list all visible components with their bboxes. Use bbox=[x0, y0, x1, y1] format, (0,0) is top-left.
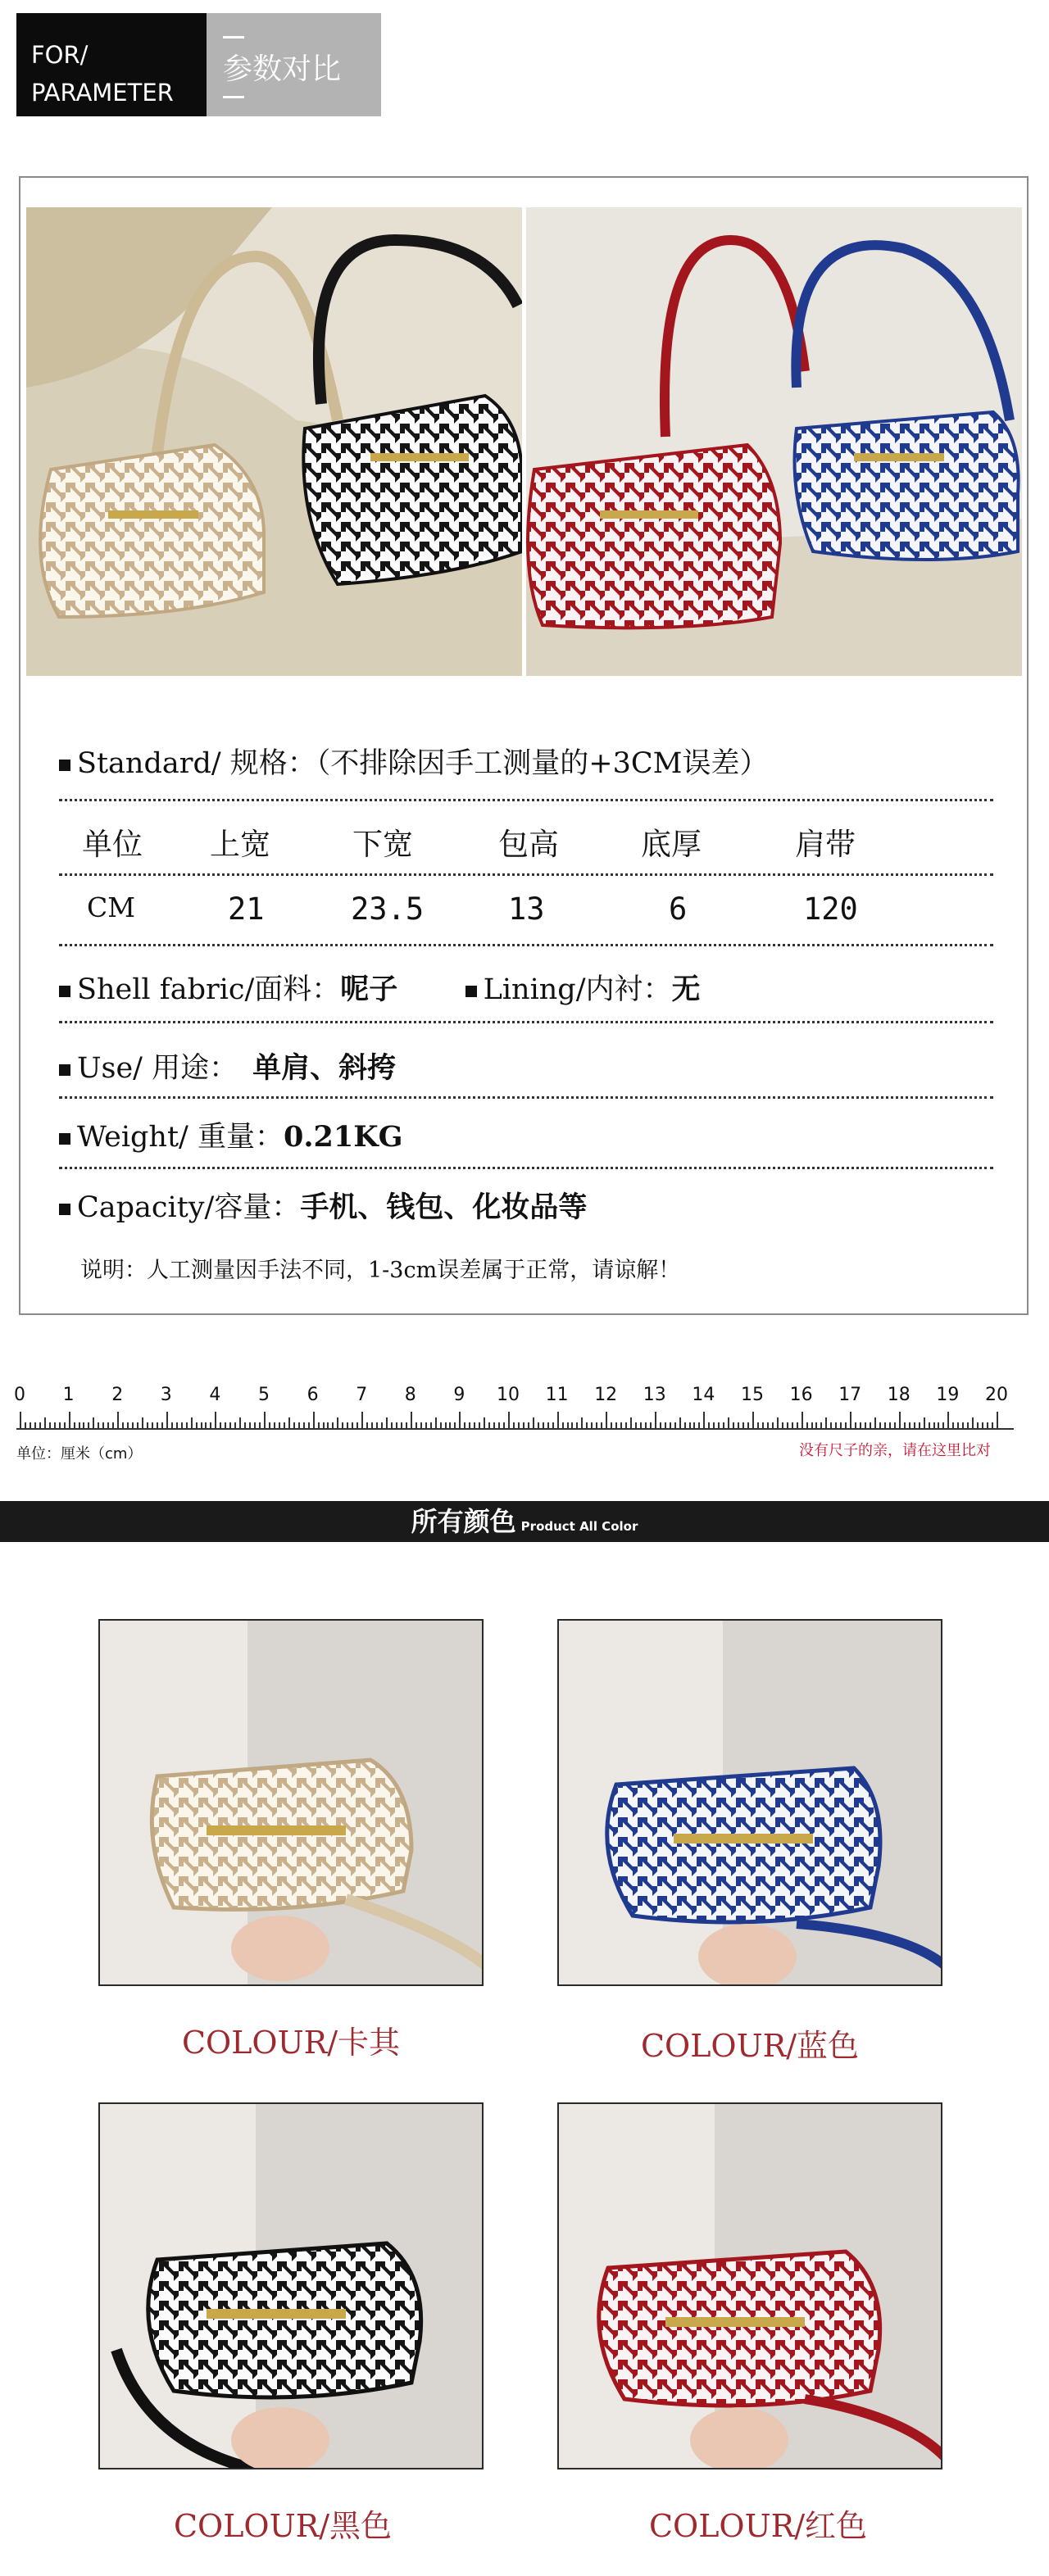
size-table-header bbox=[0, 819, 1049, 860]
ruler-tick bbox=[298, 1422, 300, 1430]
ruler-tick bbox=[488, 1422, 490, 1430]
ruler-tick bbox=[889, 1422, 891, 1430]
ruler-tick bbox=[738, 1422, 739, 1430]
ruler-tick bbox=[274, 1422, 275, 1430]
ruler-tick bbox=[792, 1422, 793, 1430]
ruler-tick bbox=[635, 1422, 637, 1430]
ruler-tick bbox=[406, 1422, 407, 1430]
table-header-bottom-width: 下宽 bbox=[352, 827, 413, 862]
ruler-tick bbox=[938, 1422, 939, 1430]
ruler-tick bbox=[440, 1422, 442, 1430]
ruler-tick bbox=[318, 1422, 320, 1430]
ruler-tick bbox=[728, 1417, 729, 1430]
ruler-tick bbox=[723, 1422, 724, 1430]
ruler-tick bbox=[435, 1417, 437, 1430]
ruler-tick bbox=[225, 1422, 226, 1430]
ruler-tick bbox=[157, 1422, 158, 1430]
ruler-tick bbox=[538, 1422, 539, 1430]
ruler-tick bbox=[606, 1412, 607, 1430]
ruler-tick bbox=[244, 1422, 246, 1430]
ruler-tick bbox=[411, 1412, 412, 1430]
ruler-tick bbox=[88, 1422, 89, 1430]
ruler-tick bbox=[161, 1422, 163, 1430]
color-tile-black bbox=[98, 2102, 484, 2469]
ruler-tick bbox=[830, 1422, 832, 1430]
ruler-tick bbox=[386, 1417, 388, 1430]
color-tile-khaki bbox=[98, 1619, 484, 1986]
ruler-number: 11 bbox=[545, 1385, 569, 1405]
color-caption-blue: COLOUR/蓝色 bbox=[640, 2028, 860, 2064]
section-label-compare: 参数对比 bbox=[207, 13, 381, 116]
ruler-number: 16 bbox=[789, 1385, 813, 1405]
ruler-tick bbox=[254, 1422, 256, 1430]
ruler-number: 15 bbox=[741, 1385, 764, 1405]
ruler-tick bbox=[342, 1422, 343, 1430]
ruler-tick bbox=[987, 1422, 988, 1430]
ruler-tick bbox=[855, 1422, 856, 1430]
ruler-tick bbox=[684, 1422, 686, 1430]
ruler-number: 6 bbox=[307, 1385, 319, 1405]
ruler-number: 1 bbox=[62, 1385, 75, 1405]
bullet-icon bbox=[59, 1133, 70, 1145]
ruler-tick bbox=[127, 1422, 129, 1430]
ruler-number: 12 bbox=[594, 1385, 618, 1405]
ruler-tick bbox=[870, 1422, 871, 1430]
product-photo-red-blue bbox=[526, 207, 1022, 676]
ruler-unit-label: 单位：厘米（cm） bbox=[16, 1445, 143, 1463]
ruler-tick bbox=[366, 1422, 368, 1430]
ruler-tick bbox=[313, 1412, 315, 1430]
ruler-tick bbox=[777, 1417, 779, 1430]
ruler-tick bbox=[640, 1422, 642, 1430]
ruler-number: 0 bbox=[14, 1385, 25, 1405]
ruler-tick bbox=[347, 1422, 348, 1430]
divider bbox=[59, 944, 993, 946]
ruler-tick bbox=[34, 1422, 36, 1430]
ruler-tick bbox=[840, 1422, 842, 1430]
ruler-tick bbox=[64, 1422, 66, 1430]
ruler-tick bbox=[74, 1422, 75, 1430]
ruler-tick bbox=[670, 1422, 671, 1430]
ruler-tick bbox=[982, 1422, 983, 1430]
ruler-tick bbox=[132, 1422, 134, 1430]
ruler-tick bbox=[191, 1417, 193, 1430]
ruler-tick bbox=[122, 1422, 124, 1430]
divider bbox=[59, 799, 993, 801]
ruler-tick bbox=[552, 1422, 554, 1430]
ruler-tick bbox=[655, 1412, 656, 1430]
ruler-tick bbox=[59, 1422, 61, 1430]
table-value-top-width: 21 bbox=[228, 891, 265, 927]
ruler-tick bbox=[107, 1422, 109, 1430]
ruler-tick bbox=[293, 1422, 295, 1430]
bullet-icon bbox=[59, 1064, 70, 1076]
ruler-tick bbox=[44, 1417, 46, 1430]
ruler-tick bbox=[337, 1417, 338, 1430]
divider bbox=[59, 1021, 993, 1023]
divider bbox=[59, 1167, 993, 1169]
ruler-tick bbox=[196, 1422, 198, 1430]
ruler-tick bbox=[850, 1412, 851, 1430]
ruler-tick bbox=[25, 1422, 26, 1430]
ruler-tick bbox=[571, 1422, 573, 1430]
ruler-number: 14 bbox=[692, 1385, 715, 1405]
ruler-tick bbox=[420, 1422, 422, 1430]
ruler-tick bbox=[69, 1412, 70, 1430]
table-value-height: 13 bbox=[508, 891, 545, 927]
bullet-icon bbox=[465, 986, 477, 997]
ruler-tick bbox=[591, 1422, 593, 1430]
ruler-tick bbox=[703, 1412, 705, 1430]
ruler-tick bbox=[933, 1422, 935, 1430]
fabric-value: 呢子 bbox=[340, 973, 398, 1006]
ruler-tick bbox=[997, 1412, 998, 1430]
ruler-tick bbox=[762, 1422, 764, 1430]
ruler-tick bbox=[279, 1422, 280, 1430]
size-table-values bbox=[0, 891, 1049, 932]
ruler-tick bbox=[220, 1422, 221, 1430]
ruler-tick bbox=[562, 1422, 564, 1430]
ruler-tick bbox=[205, 1422, 207, 1430]
weight-label: Weight/ 重量： bbox=[77, 1121, 284, 1154]
ruler-tick bbox=[102, 1422, 104, 1430]
ruler-tick bbox=[234, 1422, 236, 1430]
color-caption-black: COLOUR/黑色 bbox=[173, 2508, 393, 2544]
ruler-tick bbox=[815, 1422, 817, 1430]
ruler-tick bbox=[899, 1412, 901, 1430]
product-photo-khaki-black bbox=[26, 207, 522, 676]
ruler-tick bbox=[665, 1422, 666, 1430]
table-value-bottom-width: 23.5 bbox=[351, 891, 425, 927]
ruler-tick bbox=[98, 1422, 99, 1430]
ruler-tick bbox=[924, 1417, 925, 1430]
ruler-tick bbox=[249, 1422, 251, 1430]
lining-label: Lining/内衬： bbox=[483, 973, 672, 1006]
ruler-tick bbox=[401, 1422, 402, 1430]
ruler-tick bbox=[210, 1422, 211, 1430]
ruler-number: 7 bbox=[356, 1385, 368, 1405]
lining-value: 无 bbox=[671, 973, 701, 1006]
ruler-number: 3 bbox=[160, 1385, 172, 1405]
ruler-tick bbox=[919, 1422, 920, 1430]
ruler-tick bbox=[166, 1412, 168, 1430]
ruler-tick bbox=[498, 1422, 500, 1430]
ruler-tick bbox=[879, 1422, 881, 1430]
ruler-number: 4 bbox=[209, 1385, 221, 1405]
ruler-tick bbox=[645, 1422, 647, 1430]
table-value-unit: CM bbox=[87, 891, 136, 923]
ruler-tick bbox=[284, 1422, 285, 1430]
ruler-number: 13 bbox=[643, 1385, 666, 1405]
ruler-tick bbox=[361, 1412, 363, 1430]
ruler-tick bbox=[239, 1417, 241, 1430]
ruler-tick bbox=[747, 1422, 749, 1430]
ruler-tick bbox=[698, 1422, 700, 1430]
ruler-tick bbox=[181, 1422, 183, 1430]
table-header-height: 包高 bbox=[498, 827, 559, 862]
ruler-tick bbox=[523, 1422, 524, 1430]
ruler-tick bbox=[611, 1422, 612, 1430]
table-header-strap: 肩带 bbox=[795, 827, 856, 862]
ruler-tick bbox=[929, 1422, 930, 1430]
ruler-tick bbox=[49, 1422, 51, 1430]
ruler-tick bbox=[547, 1422, 549, 1430]
ruler-tick bbox=[152, 1422, 153, 1430]
ruler-tick bbox=[772, 1422, 774, 1430]
ruler-tick bbox=[957, 1422, 959, 1430]
ruler-tick bbox=[445, 1422, 447, 1430]
banner-subtitle: Product All Color bbox=[520, 1519, 638, 1534]
ruler-tick bbox=[733, 1422, 734, 1430]
ruler-tick bbox=[620, 1422, 622, 1430]
ruler-tick bbox=[860, 1422, 861, 1430]
ruler-tick bbox=[83, 1422, 84, 1430]
ruler-tick bbox=[825, 1417, 827, 1430]
standard-row bbox=[59, 741, 993, 782]
ruler-tick bbox=[787, 1422, 788, 1430]
ruler-number: 8 bbox=[404, 1385, 416, 1405]
ruler-tick bbox=[381, 1422, 383, 1430]
ruler-tick bbox=[79, 1422, 80, 1430]
ruler-tick bbox=[396, 1422, 397, 1430]
divider bbox=[59, 1096, 993, 1099]
ruler-tick bbox=[713, 1422, 715, 1430]
ruler-tick bbox=[30, 1422, 31, 1430]
ruler-tick bbox=[650, 1422, 652, 1430]
capacity-value: 手机、钱包、化妆品等 bbox=[300, 1190, 588, 1224]
weight-value: 0.21KG bbox=[283, 1120, 403, 1154]
ruler-tick bbox=[977, 1422, 979, 1430]
ruler-tick bbox=[689, 1422, 691, 1430]
ruler-tick bbox=[679, 1417, 681, 1430]
bullet-icon bbox=[59, 760, 70, 771]
ruler-tick bbox=[797, 1422, 798, 1430]
ruler-tick bbox=[615, 1422, 617, 1430]
ruler-tick bbox=[567, 1422, 569, 1430]
ruler-tick bbox=[469, 1422, 470, 1430]
table-header-top-width: 上宽 bbox=[210, 827, 270, 862]
ruler-tick bbox=[459, 1412, 461, 1430]
all-colors-banner bbox=[0, 1501, 1049, 1542]
ruler-tick bbox=[425, 1422, 427, 1430]
ruler-tick bbox=[845, 1422, 847, 1430]
use-value: 单肩、斜挎 bbox=[252, 1051, 397, 1085]
use-row bbox=[59, 1045, 993, 1086]
ruler-tick bbox=[757, 1422, 759, 1430]
color-caption-red: COLOUR/红色 bbox=[648, 2508, 868, 2544]
ruler-tick bbox=[371, 1422, 373, 1430]
table-value-strap: 120 bbox=[803, 891, 858, 927]
ruler-tick bbox=[718, 1422, 720, 1430]
ruler-tick bbox=[327, 1422, 329, 1430]
ruler-tick bbox=[625, 1422, 627, 1430]
ruler-tick bbox=[708, 1422, 710, 1430]
ruler-tick bbox=[117, 1412, 119, 1430]
ruler-tick bbox=[596, 1422, 597, 1430]
ruler-tick bbox=[288, 1417, 290, 1430]
ruler-tick bbox=[356, 1422, 358, 1430]
ruler-tick bbox=[752, 1412, 754, 1430]
ruler-tick bbox=[533, 1417, 534, 1430]
ruler-tick bbox=[884, 1422, 886, 1430]
ruler-number: 20 bbox=[985, 1385, 1008, 1405]
ruler-tick bbox=[112, 1422, 114, 1430]
ruler-tick bbox=[464, 1422, 465, 1430]
ruler-tick bbox=[992, 1422, 993, 1430]
ruler-tick bbox=[229, 1422, 231, 1430]
ruler-tick bbox=[865, 1422, 866, 1430]
standard-text: Standard/ 规格：（不排除因手工测量的+3CM误差） bbox=[77, 747, 769, 780]
ruler-tick bbox=[215, 1412, 216, 1430]
ruler-tick bbox=[147, 1422, 148, 1430]
header-for-line1: FOR/ bbox=[31, 41, 89, 69]
ruler bbox=[16, 1428, 1014, 1430]
weight-row bbox=[59, 1114, 993, 1155]
ruler-tick bbox=[894, 1422, 896, 1430]
ruler-tick bbox=[508, 1412, 510, 1430]
ruler-tick bbox=[660, 1422, 661, 1430]
ruler-tick bbox=[767, 1422, 769, 1430]
color-tile-blue bbox=[557, 1619, 942, 1986]
ruler-tick bbox=[20, 1412, 21, 1430]
ruler-tick bbox=[962, 1422, 964, 1430]
ruler-tick bbox=[137, 1422, 139, 1430]
capacity-row bbox=[59, 1185, 993, 1226]
fabric-row bbox=[59, 967, 993, 1008]
fabric-label: Shell fabric/面料： bbox=[77, 973, 341, 1006]
measurement-note: 说明：人工测量因手法不同，1-3cm误差属于正常，请谅解！ bbox=[80, 1258, 681, 1283]
color-caption-khaki: COLOUR/卡其 bbox=[181, 2025, 401, 2061]
ruler-tick bbox=[586, 1422, 588, 1430]
ruler-tick bbox=[782, 1422, 783, 1430]
table-value-thickness: 6 bbox=[669, 891, 688, 927]
ruler-tick bbox=[947, 1412, 949, 1430]
ruler-tick bbox=[352, 1422, 353, 1430]
ruler-tick bbox=[503, 1422, 505, 1430]
ruler-tick bbox=[54, 1422, 56, 1430]
banner-title: 所有颜色 bbox=[411, 1506, 516, 1537]
ruler-tick bbox=[835, 1422, 837, 1430]
ruler-tick bbox=[942, 1422, 944, 1430]
ruler-tick bbox=[820, 1422, 822, 1430]
ruler-tick bbox=[142, 1417, 143, 1430]
ruler-tick bbox=[581, 1417, 583, 1430]
ruler-tick bbox=[904, 1422, 906, 1430]
divider bbox=[59, 873, 993, 876]
ruler-tick bbox=[186, 1422, 188, 1430]
ruler-tick bbox=[693, 1422, 695, 1430]
ruler-tick bbox=[376, 1422, 378, 1430]
ruler-number: 9 bbox=[453, 1385, 465, 1405]
ruler-tick bbox=[513, 1422, 515, 1430]
ruler-number: 19 bbox=[936, 1385, 960, 1405]
ruler-tick bbox=[269, 1422, 270, 1430]
table-header-unit: 单位 bbox=[82, 827, 143, 862]
ruler-number: 2 bbox=[111, 1385, 124, 1405]
ruler-tick bbox=[601, 1422, 602, 1430]
ruler-tick bbox=[952, 1422, 954, 1430]
ruler-tick bbox=[474, 1422, 475, 1430]
ruler-tick bbox=[259, 1422, 261, 1430]
ruler-tick bbox=[967, 1422, 969, 1430]
ruler-tick bbox=[518, 1422, 520, 1430]
ruler-number: 5 bbox=[258, 1385, 270, 1405]
ruler-tick bbox=[323, 1422, 325, 1430]
ruler-tick bbox=[909, 1422, 910, 1430]
ruler-number: 18 bbox=[887, 1385, 910, 1405]
ruler-tick bbox=[557, 1412, 559, 1430]
bullet-icon bbox=[59, 1204, 70, 1215]
ruler-tick bbox=[806, 1422, 808, 1430]
ruler-tick bbox=[332, 1422, 334, 1430]
ruler-tick bbox=[874, 1417, 876, 1430]
use-label: Use/ 用途： bbox=[77, 1052, 238, 1085]
ruler-tick bbox=[449, 1422, 451, 1430]
table-header-thickness: 底厚 bbox=[641, 827, 702, 862]
ruler-tick bbox=[528, 1422, 529, 1430]
ruler-tick bbox=[93, 1417, 94, 1430]
ruler-tick bbox=[484, 1417, 485, 1430]
ruler-tick bbox=[972, 1417, 974, 1430]
ruler-tick bbox=[630, 1417, 632, 1430]
ruler-tick bbox=[802, 1412, 803, 1430]
ruler-tick bbox=[416, 1422, 417, 1430]
section-label-for-parameter bbox=[16, 13, 207, 116]
ruler-tick bbox=[171, 1422, 173, 1430]
ruler-tick bbox=[543, 1422, 544, 1430]
ruler-tick bbox=[308, 1422, 310, 1430]
ruler-tick bbox=[493, 1422, 495, 1430]
capacity-label: Capacity/容量： bbox=[77, 1191, 301, 1224]
ruler-tick bbox=[479, 1422, 480, 1430]
ruler-tick bbox=[674, 1422, 676, 1430]
ruler-tick bbox=[742, 1422, 744, 1430]
ruler-number: 10 bbox=[497, 1385, 520, 1405]
ruler-tick bbox=[576, 1422, 578, 1430]
ruler-tick bbox=[811, 1422, 813, 1430]
ruler-tick bbox=[201, 1422, 202, 1430]
ruler-tick bbox=[303, 1422, 305, 1430]
color-tile-red bbox=[557, 2102, 942, 2469]
bullet-icon bbox=[59, 986, 70, 997]
ruler-tick bbox=[454, 1422, 456, 1430]
ruler-tick bbox=[176, 1422, 178, 1430]
ruler-tick bbox=[914, 1422, 915, 1430]
ruler-tick bbox=[39, 1422, 41, 1430]
ruler-tick bbox=[430, 1422, 432, 1430]
ruler-tick bbox=[264, 1412, 266, 1430]
ruler-number: 17 bbox=[838, 1385, 862, 1405]
header-for-line2: PARAMETER bbox=[31, 79, 174, 107]
ruler-compare-note: 没有尺子的亲，请在这里比对 bbox=[799, 1442, 991, 1459]
ruler-tick bbox=[391, 1422, 393, 1430]
